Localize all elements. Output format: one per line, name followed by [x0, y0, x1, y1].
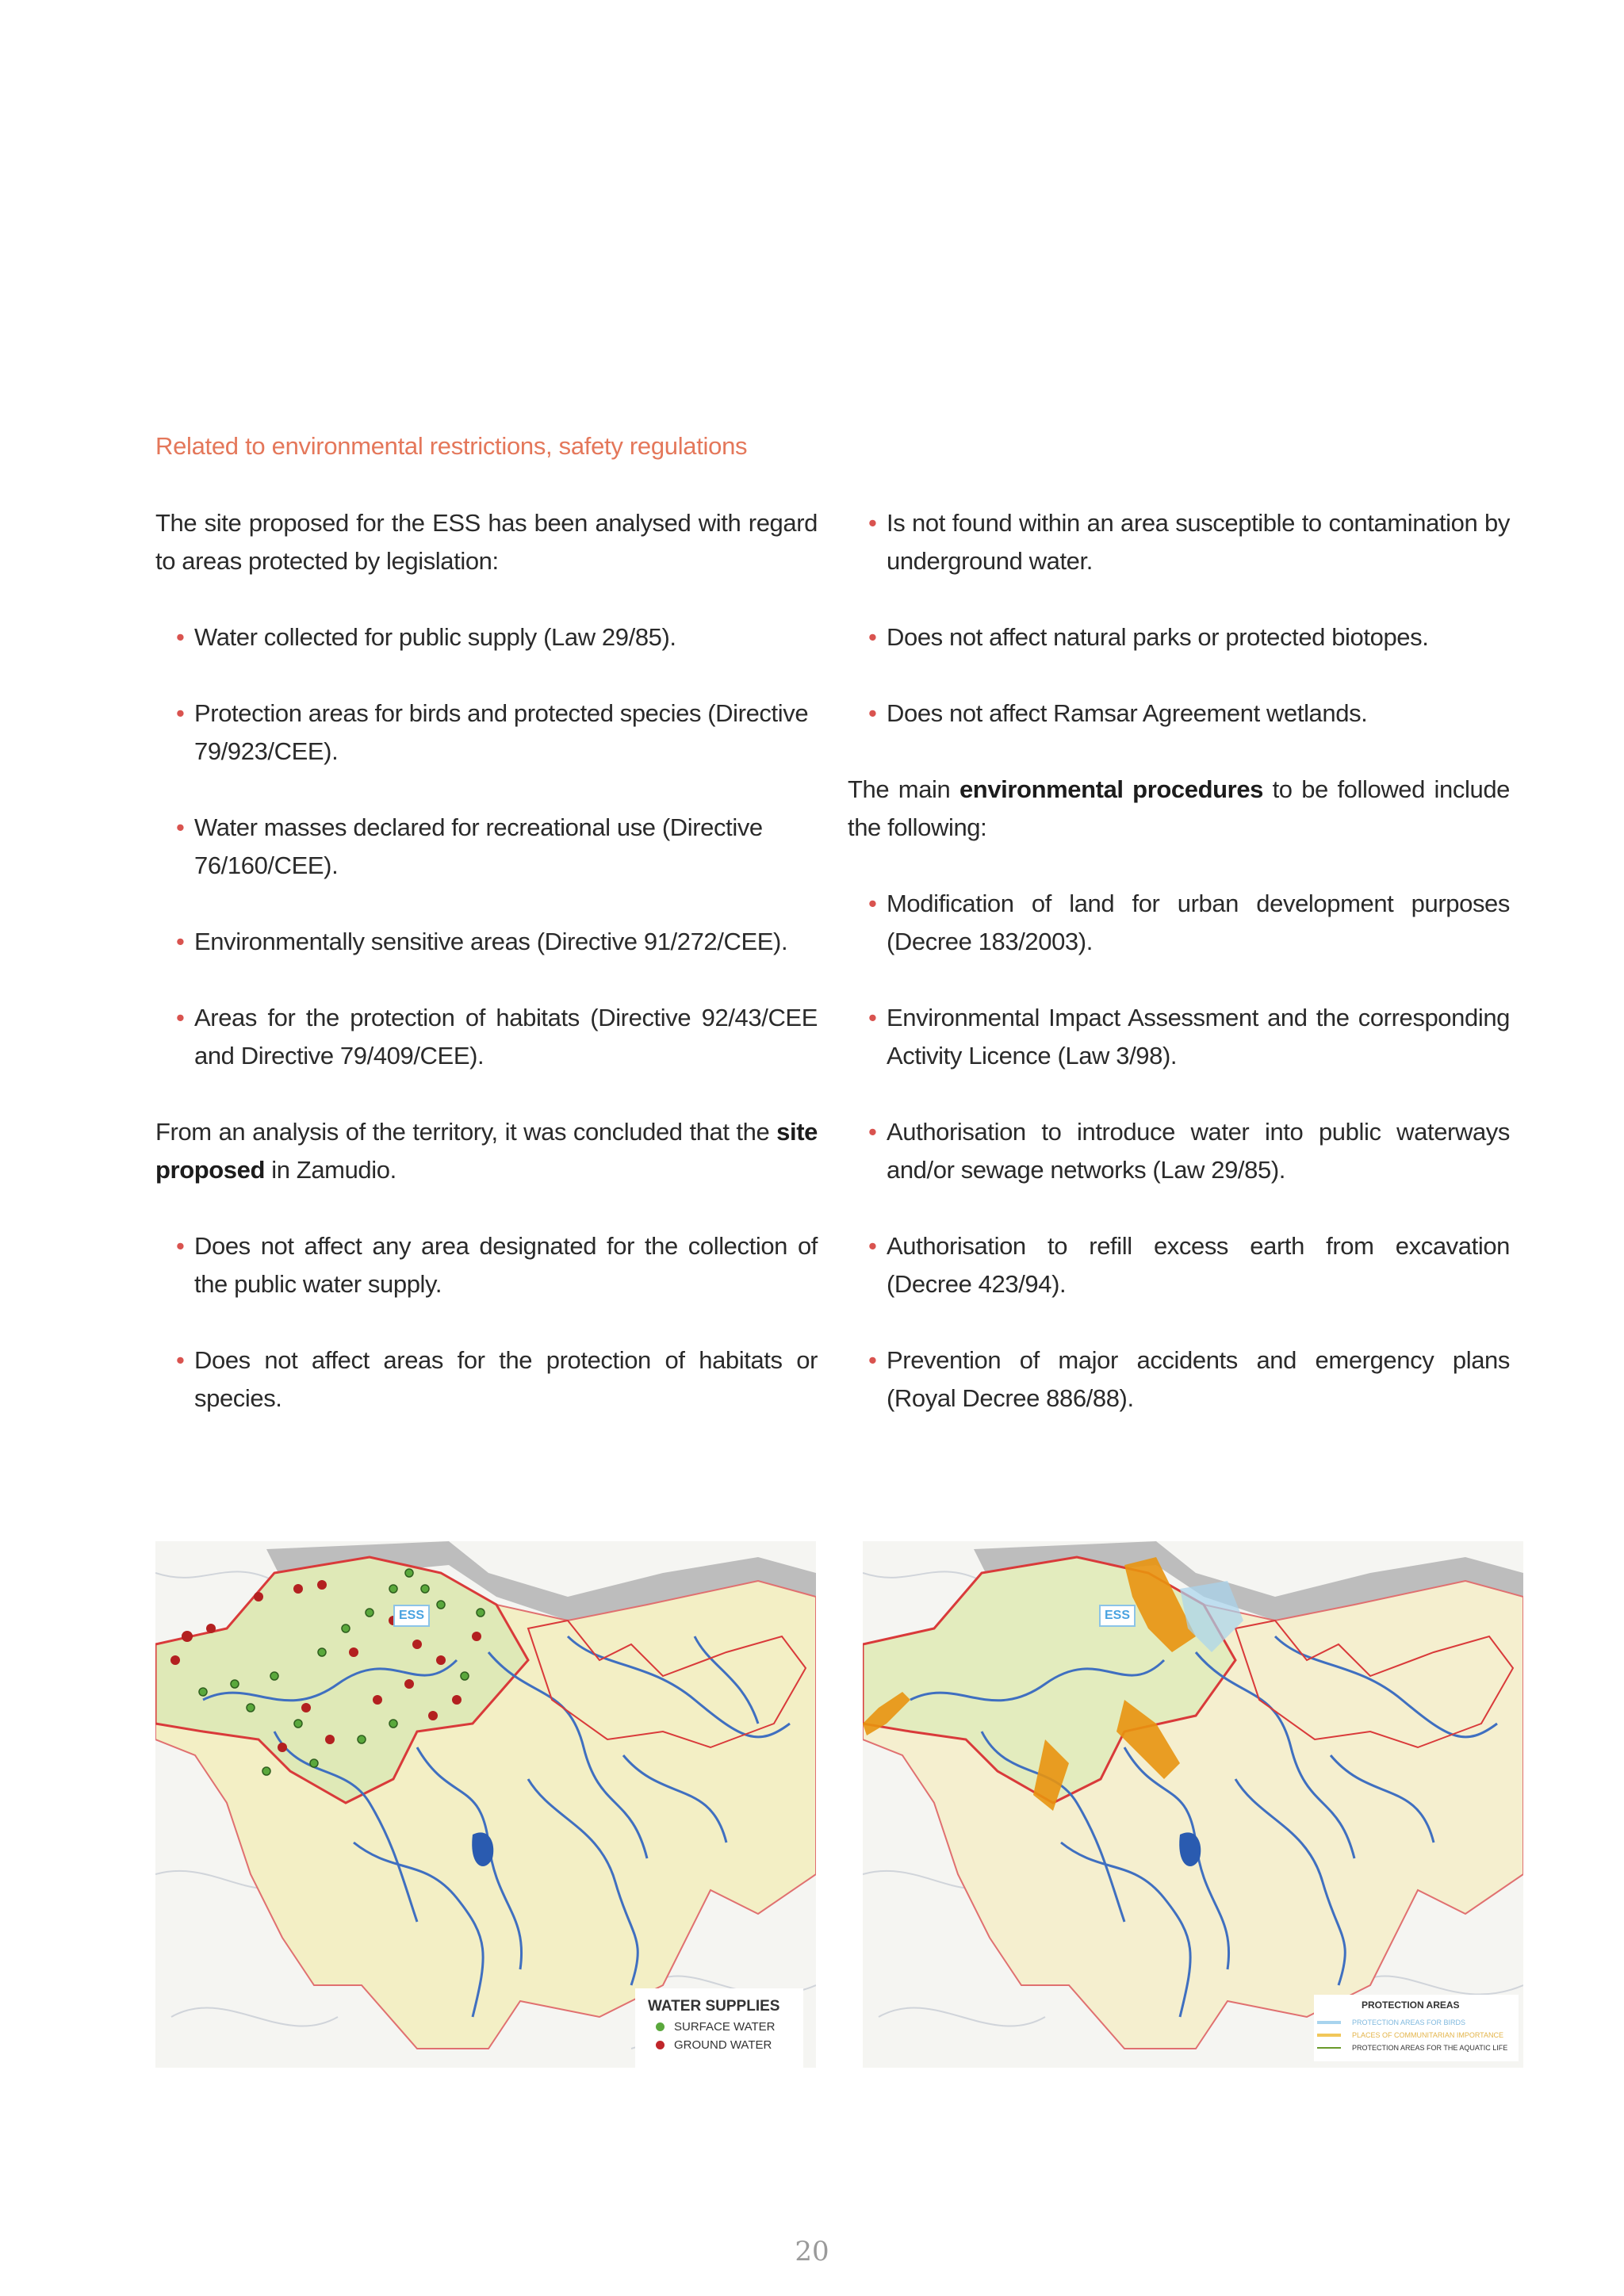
list-item: • Environmentally sensitive areas (Directive 91/272/CEE). [176, 928, 788, 955]
legend-item: SURFACE WATER [656, 2020, 791, 2034]
legend-item: PLACES OF COMMUNITARIAN IMPORTANCE [1317, 2031, 1515, 2039]
list-item: • Does not affect any area designated for the collection of the public water supply. [176, 1232, 818, 1298]
list-item: • Areas for the protection of habitats (Directive 92/43/CEE and Directive 79/409/CEE). [176, 1004, 818, 1070]
section-heading: Related to environmental restrictions, safety regulations [155, 432, 748, 460]
list-item: • Environmental Impact Assessment and the corresponding Activity Licence (Law 3/98). [868, 1004, 1510, 1070]
ess-marker: ESS [1099, 1605, 1136, 1627]
surface-water-swatch [656, 2022, 665, 2031]
page-number: 20 [795, 2236, 829, 2267]
list-item: • Authorisation to introduce water into public waterways and/or sewage networks (Law 29/85). [868, 1118, 1510, 1184]
legend-title: WATER SUPPLIES [648, 1998, 780, 2015]
list-item: • Prevention of major accidents and emergency plans (Royal Decree 886/88). [868, 1346, 1510, 1412]
list-item: • Water collected for public supply (Law 29/85). [176, 623, 676, 651]
conclusion-paragraph: From an analysis of the territory, it was concluded that the site proposed in Zamudio. [155, 1118, 818, 1184]
list-item: • Authorisation to refill excess earth from excavation (Decree 423/94). [868, 1232, 1510, 1298]
list-item: • Does not affect Ramsar Agreement wetlands. [868, 699, 1368, 727]
legend-item: PROTECTION AREAS FOR BIRDS [1317, 2019, 1515, 2026]
procedures-paragraph: The main environmental procedures to be followed include the following: [848, 775, 1510, 841]
ess-marker: ESS [393, 1605, 430, 1627]
aquatic-life-swatch [1317, 2047, 1341, 2049]
list-item: • Modification of land for urban development purposes (Decree 183/2003). [868, 890, 1510, 955]
legend-item: PROTECTION AREAS FOR THE AQUATIC LIFE [1317, 2044, 1515, 2052]
ground-water-swatch [656, 2041, 665, 2049]
protection-areas-legend [1314, 1995, 1519, 2061]
intro-paragraph: The site proposed for the ESS has been analysed with regard to areas protected by legislation: [155, 509, 818, 575]
legend-item: GROUND WATER [656, 2038, 791, 2052]
protection-areas-map-graphic [863, 1541, 1523, 2068]
list-item: • Does not affect areas for the protection of habitats or species. [176, 1346, 818, 1412]
legend-title: PROTECTION AREAS [1362, 1999, 1460, 2011]
water-supplies-map [155, 1541, 816, 2068]
list-item: • Is not found within an area susceptible to contamination by underground water. [868, 509, 1510, 575]
birds-swatch [1317, 2021, 1341, 2024]
communitarian-swatch [1317, 2034, 1341, 2037]
left-column [155, 504, 818, 1456]
water-supplies-legend [635, 1988, 803, 2068]
list-item: • Protection areas for birds and protected species (Directive 79/923/CEE). [176, 699, 809, 765]
list-item: • Does not affect natural parks or protected biotopes. [868, 623, 1429, 651]
protection-areas-map [863, 1541, 1523, 2068]
right-column [848, 504, 1510, 1456]
list-item: • Water masses declared for recreational use (Directive 76/160/CEE). [176, 813, 763, 879]
